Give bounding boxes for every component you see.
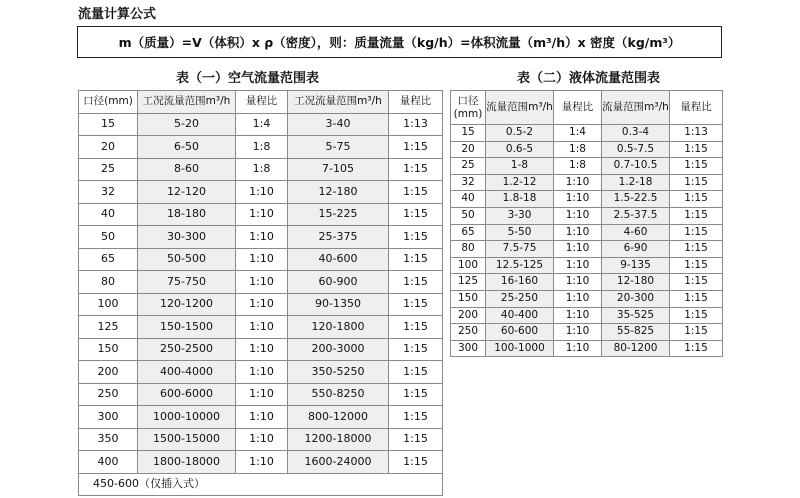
table-cell: 1:15 bbox=[670, 241, 723, 258]
table-cell: 4-60 bbox=[602, 224, 670, 241]
table-cell: 20-300 bbox=[602, 290, 670, 307]
table-cell: 50-500 bbox=[138, 248, 236, 271]
table-cell: 5-20 bbox=[138, 113, 236, 136]
table-cell: 1:15 bbox=[670, 207, 723, 224]
table-cell: 250-2500 bbox=[138, 338, 236, 361]
table-cell: 1:10 bbox=[554, 241, 602, 258]
table-cell: 65 bbox=[451, 224, 486, 241]
table-cell: 80-1200 bbox=[602, 340, 670, 357]
table-cell: 5-50 bbox=[486, 224, 554, 241]
table-cell: 80 bbox=[79, 271, 138, 294]
table-cell: 12-120 bbox=[138, 181, 236, 204]
col-header: 流量范围m³/h bbox=[486, 91, 554, 125]
air-flow-table bbox=[78, 90, 443, 496]
table-cell: 1:15 bbox=[389, 271, 443, 294]
table-cell: 1:10 bbox=[236, 338, 288, 361]
table-cell: 350 bbox=[79, 428, 138, 451]
col-header: 量程比 bbox=[670, 91, 723, 125]
table-cell: 1800-18000 bbox=[138, 451, 236, 474]
table-cell: 2.5-37.5 bbox=[602, 207, 670, 224]
table-cell: 90-1350 bbox=[288, 293, 389, 316]
table-cell: 1:4 bbox=[554, 125, 602, 142]
table-cell: 120-1200 bbox=[138, 293, 236, 316]
table-cell: 125 bbox=[451, 274, 486, 291]
table-cell: 1:10 bbox=[554, 340, 602, 357]
table-row bbox=[451, 324, 723, 341]
table-cell: 32 bbox=[451, 174, 486, 191]
table-cell: 1:10 bbox=[236, 203, 288, 226]
table-cell: 15-225 bbox=[288, 203, 389, 226]
table-cell: 1:15 bbox=[389, 248, 443, 271]
table-cell: 200-3000 bbox=[288, 338, 389, 361]
table-cell: 120-1800 bbox=[288, 316, 389, 339]
table-cell: 1:10 bbox=[236, 271, 288, 294]
table-cell: 3-30 bbox=[486, 207, 554, 224]
table-cell: 15 bbox=[451, 125, 486, 142]
table-cell: 1.5-22.5 bbox=[602, 191, 670, 208]
table-cell: 300 bbox=[79, 406, 138, 429]
table-row bbox=[79, 293, 443, 316]
table-cell: 1:15 bbox=[670, 224, 723, 241]
table-cell: 9-135 bbox=[602, 257, 670, 274]
table-cell: 1000-10000 bbox=[138, 406, 236, 429]
table-row bbox=[451, 241, 723, 258]
table-row bbox=[451, 340, 723, 357]
table-cell: 600-6000 bbox=[138, 383, 236, 406]
table-cell: 1:15 bbox=[670, 174, 723, 191]
table-cell: 25-250 bbox=[486, 290, 554, 307]
formula-box bbox=[77, 26, 722, 58]
table-cell: 1:15 bbox=[389, 293, 443, 316]
table-cell: 15 bbox=[79, 113, 138, 136]
col-header: 工况流量范围m³/h bbox=[138, 91, 236, 114]
table-cell: 1.2-12 bbox=[486, 174, 554, 191]
table-cell: 8-60 bbox=[138, 158, 236, 181]
page-heading: 流量计算公式 bbox=[78, 7, 157, 22]
table-cell: 1:15 bbox=[670, 257, 723, 274]
table-cell: 1:13 bbox=[670, 125, 723, 142]
table-row bbox=[79, 361, 443, 384]
table-cell: 75-750 bbox=[138, 271, 236, 294]
table-cell: 1:4 bbox=[236, 113, 288, 136]
table-cell: 1:15 bbox=[389, 428, 443, 451]
table-cell: 1:15 bbox=[389, 361, 443, 384]
table-cell: 1:15 bbox=[670, 158, 723, 175]
table-footer-row bbox=[79, 473, 443, 496]
col-header: 量程比 bbox=[236, 91, 288, 114]
table-cell: 0.7-10.5 bbox=[602, 158, 670, 175]
table-cell: 60-900 bbox=[288, 271, 389, 294]
table-cell: 1.2-18 bbox=[602, 174, 670, 191]
table-row bbox=[451, 141, 723, 158]
table-row bbox=[79, 113, 443, 136]
table-cell: 800-12000 bbox=[288, 406, 389, 429]
table-cell: 200 bbox=[79, 361, 138, 384]
table-cell: 12-180 bbox=[288, 181, 389, 204]
table-cell: 1:15 bbox=[389, 136, 443, 159]
table-cell: 1:10 bbox=[554, 174, 602, 191]
table-cell: 1-8 bbox=[486, 158, 554, 175]
table-cell: 1:13 bbox=[389, 113, 443, 136]
table-cell: 1:8 bbox=[236, 158, 288, 181]
table-row bbox=[451, 207, 723, 224]
table-cell: 40 bbox=[451, 191, 486, 208]
table-row bbox=[451, 158, 723, 175]
table-cell: 1:15 bbox=[389, 203, 443, 226]
col-header: 量程比 bbox=[554, 91, 602, 125]
table-header-row bbox=[79, 91, 443, 114]
table-cell: 1:8 bbox=[236, 136, 288, 159]
table-cell: 1:15 bbox=[670, 324, 723, 341]
table-cell: 1:10 bbox=[236, 248, 288, 271]
table-cell: 1:10 bbox=[236, 316, 288, 339]
table-cell: 1:10 bbox=[554, 274, 602, 291]
formula-text: m（质量）=V（体积）x ρ（密度），则：质量流量（kg/h）=体积流量（m³/h）x 密度（kg/m³） bbox=[118, 35, 681, 50]
table-cell: 150 bbox=[451, 290, 486, 307]
table-cell: 400-4000 bbox=[138, 361, 236, 384]
table-cell: 250 bbox=[451, 324, 486, 341]
table-row bbox=[79, 428, 443, 451]
table-cell: 1:10 bbox=[236, 293, 288, 316]
table-cell: 20 bbox=[79, 136, 138, 159]
table-cell: 3-40 bbox=[288, 113, 389, 136]
table-cell: 1:10 bbox=[236, 383, 288, 406]
table-cell: 1:8 bbox=[554, 158, 602, 175]
table-cell: 100 bbox=[451, 257, 486, 274]
table-row bbox=[79, 451, 443, 474]
table-cell: 1:10 bbox=[236, 428, 288, 451]
table-cell: 1:15 bbox=[670, 307, 723, 324]
table-cell: 550-8250 bbox=[288, 383, 389, 406]
table-row bbox=[79, 406, 443, 429]
table-cell: 300 bbox=[451, 340, 486, 357]
table-row bbox=[79, 136, 443, 159]
table-cell: 1:10 bbox=[236, 451, 288, 474]
table-cell: 1.8-18 bbox=[486, 191, 554, 208]
table-cell: 0.3-4 bbox=[602, 125, 670, 142]
table-cell: 20 bbox=[451, 141, 486, 158]
table-cell: 12.5-125 bbox=[486, 257, 554, 274]
table-cell: 1:15 bbox=[670, 191, 723, 208]
table-cell: 32 bbox=[79, 181, 138, 204]
table-cell: 1:15 bbox=[389, 316, 443, 339]
table-row bbox=[79, 271, 443, 294]
table-cell: 1:10 bbox=[236, 181, 288, 204]
table-cell: 400 bbox=[79, 451, 138, 474]
table-row bbox=[451, 257, 723, 274]
table-row bbox=[451, 224, 723, 241]
table-cell: 1:10 bbox=[554, 324, 602, 341]
table-row bbox=[79, 383, 443, 406]
col-header: 口径(mm) bbox=[451, 91, 486, 125]
table-cell: 30-300 bbox=[138, 226, 236, 249]
table-cell: 0.6-5 bbox=[486, 141, 554, 158]
table-cell: 7.5-75 bbox=[486, 241, 554, 258]
table-cell: 40-400 bbox=[486, 307, 554, 324]
table-cell: 1:10 bbox=[236, 361, 288, 384]
table-cell: 1:10 bbox=[554, 307, 602, 324]
table-cell: 350-5250 bbox=[288, 361, 389, 384]
table-row bbox=[79, 248, 443, 271]
table-cell: 1600-24000 bbox=[288, 451, 389, 474]
table-cell: 80 bbox=[451, 241, 486, 258]
table-cell: 1:10 bbox=[554, 224, 602, 241]
table-cell: 60-600 bbox=[486, 324, 554, 341]
table-cell: 1:15 bbox=[670, 340, 723, 357]
table-row bbox=[451, 290, 723, 307]
table-cell: 100 bbox=[79, 293, 138, 316]
table-cell: 1:15 bbox=[670, 290, 723, 307]
table-cell: 25 bbox=[451, 158, 486, 175]
table-cell: 1:10 bbox=[554, 191, 602, 208]
table-row bbox=[451, 274, 723, 291]
table-cell: 250 bbox=[79, 383, 138, 406]
table-cell: 150 bbox=[79, 338, 138, 361]
table-row bbox=[79, 338, 443, 361]
table-cell: 1:15 bbox=[389, 338, 443, 361]
table-cell: 6-90 bbox=[602, 241, 670, 258]
table-cell: 1:10 bbox=[554, 290, 602, 307]
table-cell: 200 bbox=[451, 307, 486, 324]
table-cell: 25 bbox=[79, 158, 138, 181]
col-header: 量程比 bbox=[389, 91, 443, 114]
table-cell: 1200-18000 bbox=[288, 428, 389, 451]
table-row bbox=[451, 174, 723, 191]
table-cell: 5-75 bbox=[288, 136, 389, 159]
table-cell: 12-180 bbox=[602, 274, 670, 291]
table-cell: 1:15 bbox=[389, 181, 443, 204]
table-row bbox=[451, 191, 723, 208]
table-cell: 25-375 bbox=[288, 226, 389, 249]
liquid-flow-table bbox=[450, 90, 723, 357]
col-header: 流量范围m³/h bbox=[602, 91, 670, 125]
table-cell: 1:15 bbox=[389, 451, 443, 474]
table-cell: 150-1500 bbox=[138, 316, 236, 339]
table-row bbox=[79, 203, 443, 226]
table-cell: 0.5-2 bbox=[486, 125, 554, 142]
table-cell: 0.5-7.5 bbox=[602, 141, 670, 158]
table1-caption: 表（一）空气流量范围表 bbox=[176, 71, 320, 86]
table-cell: 1:10 bbox=[236, 226, 288, 249]
table-cell: 40-600 bbox=[288, 248, 389, 271]
table2-caption: 表（二）液体流量范围表 bbox=[517, 71, 661, 86]
table-row bbox=[451, 125, 723, 142]
table-cell: 1500-15000 bbox=[138, 428, 236, 451]
table-cell: 1:15 bbox=[389, 383, 443, 406]
col-header: 工况流量范围m³/h bbox=[288, 91, 389, 114]
table-cell: 50 bbox=[451, 207, 486, 224]
table-cell: 100-1000 bbox=[486, 340, 554, 357]
table-cell: 16-160 bbox=[486, 274, 554, 291]
table-cell: 1:8 bbox=[554, 141, 602, 158]
table-cell: 65 bbox=[79, 248, 138, 271]
table-cell: 1:10 bbox=[236, 406, 288, 429]
table-cell: 1:15 bbox=[389, 406, 443, 429]
table-row bbox=[79, 181, 443, 204]
table-cell: 1:15 bbox=[670, 274, 723, 291]
footer-note: 450-600（仅插入式） bbox=[79, 473, 443, 496]
table-cell: 55-825 bbox=[602, 324, 670, 341]
table-cell: 1:15 bbox=[389, 226, 443, 249]
col-header: 口径(mm) bbox=[79, 91, 138, 114]
table-cell: 6-50 bbox=[138, 136, 236, 159]
table-cell: 1:15 bbox=[389, 158, 443, 181]
table-row bbox=[79, 316, 443, 339]
table-cell: 40 bbox=[79, 203, 138, 226]
table-cell: 35-525 bbox=[602, 307, 670, 324]
table-cell: 7-105 bbox=[288, 158, 389, 181]
table-row bbox=[79, 226, 443, 249]
table-cell: 18-180 bbox=[138, 203, 236, 226]
table-cell: 125 bbox=[79, 316, 138, 339]
table-cell: 1:10 bbox=[554, 257, 602, 274]
table-cell: 1:15 bbox=[670, 141, 723, 158]
table-cell: 50 bbox=[79, 226, 138, 249]
table-cell: 1:10 bbox=[554, 207, 602, 224]
table-header-row bbox=[451, 91, 723, 125]
table-row bbox=[451, 307, 723, 324]
table-row bbox=[79, 158, 443, 181]
